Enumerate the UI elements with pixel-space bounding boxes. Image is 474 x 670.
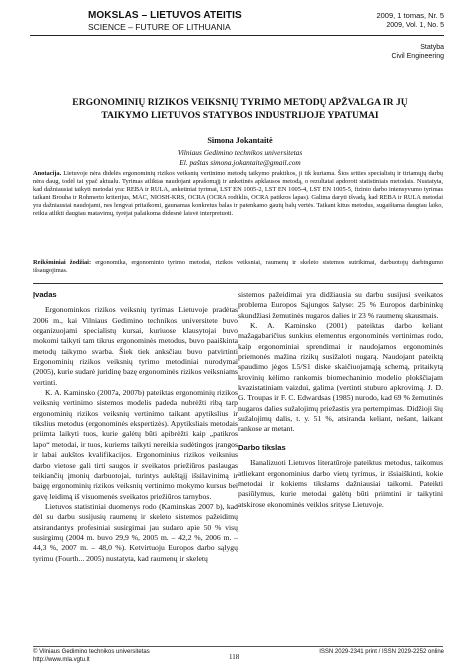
author-email: El. paštas simona.jokantaite@gmail.com: [179, 158, 301, 167]
footer-url[interactable]: http://www.mla.vgtu.lt: [33, 657, 90, 663]
header-rule: [30, 35, 444, 36]
footer-publisher: © Vilniaus Gedimino technikos universitetas: [33, 649, 150, 655]
abstract-rule: [33, 283, 443, 284]
right-column: [238, 290, 443, 510]
volume-en: 2009, Vol. 1, No. 5: [386, 22, 444, 29]
left-column: [33, 290, 238, 564]
journal-title-lt: MOKSLAS – LIETUVOS ATEITIS: [88, 10, 242, 21]
article-title: [40, 96, 440, 122]
intro-heading: Įvadas: [33, 290, 57, 299]
author-name: Simona Jokantaitė: [207, 136, 273, 145]
abstract-text: Lietuvoje nėra didelės ergonominių rizikos veiksnių vertinimo metodų taikymo praktikos, ji tik kuriama. Šios srities specialistų ir tiriamųjų darbų nėra daug, todėl tai ypač aktualu. Tyrimas atliktas naudojant aprašomąjį ir anketinės apklausos metodą, o rezultatai apdoroti statistiniais metodais. Nustatyta, kad dažniausiai taikyti metodai yra: REBA ir RULA, anketiniai tyrimai, LST EN 1005-2, LST EN 1005-4, LST EN 1005-5, fizinio darbo intensyvumo tyrimas taikant Brouha ir Rohmerto kriterijus, MAC, NIOSH-KRS, OCRA (OCRA rodiklis, OCRA patikros lapas). Galima daryti išvadą, kad REBA ir RULA metodai yra dažniausiai naudojami, nes lengvai pritaikomi, gaunamas konkretus balas ir patenkamo gautų balų vertės. Taikant kitus metodus, sugaištama daugiau laiko, reikia atlikti daugiau matavimų, tyrėjai palaikoma didesnė laisvė interpretuoti.: [33, 170, 443, 218]
abstract: [33, 170, 443, 219]
abstract-label: Anotacija.: [33, 170, 62, 177]
intro-paragraph-1: Ergonominkos rizikos veiksnių tyrimas Lietuvoje pradėtas 2006 m., kai Vilniaus Gedimino technikos universitete buvo organizuojami specialistų kursai, kuriuose klausytojai buvo mokomi taikyti tam tikrus ergonominės metodus, buvo paaiškinta metodų taikymo svarba. Šiek tiek anksčiau buvo patvirtinti Ergonominių rizikos veiksnių tyrimo metodiniai nurodymai (2005), kurie sudarė juridinę bazę ergonominės rizikos veiksniams vertinti.: [33, 305, 238, 387]
affiliation-name: Vilniaus Gedimino technikos universitetas: [177, 148, 303, 157]
section-lt: Statyba: [420, 44, 444, 51]
journal-title-en: SCIENCE – FUTURE OF LITHUANIA: [88, 22, 231, 32]
right-paragraph-2: K. A. Kaminsko (2001) pateiktas darbo keliant mažagabaričius sunkius elementus ergonominės vertinimas rodo, kaip ergonominiai sprendimai ir naudojamos ergonominės priemonės mažina rizikų susižaloti nugarą. Naudojant pateiktą spaudimo jėgos L5/S1 diske skaičiuojamąją schemą, pritaikytą krovinių kėlimo rankomis biomechaninio modelio plokščiajam kvazistatiniam vaizdui, galima (vertinti stuburo apkrovimą. J. D. G. Troupas ir F. C. Edwardsas (1985) nurodo, kad 69 % žemutinės nugaros dalies sužalojimų priežastis yra pertempimas. Didžioji šių sužalojimų dalis, t. y. 51 %, atsiranda keliant, nešant, laikant rankose ar metant.: [238, 321, 443, 434]
section-en: Civil Engineering: [391, 53, 444, 60]
page-number: 118: [229, 653, 240, 661]
keywords-label: Reikšminiai žodžiai:: [33, 259, 92, 266]
footer-issn: ISSN 2029-2341 print / ISSN 2029-2252 online: [319, 649, 444, 655]
goal-heading: Darbo tikslas: [238, 442, 286, 452]
keywords-text: ergonomika, ergonominio tyrimo metodai, rizikos veiksniai, raumenų ir skeleto sistemos sutrikimai, darbuotojų darbingumo išsaugojimas.: [33, 259, 443, 275]
footer-rule: [33, 646, 443, 647]
right-paragraph-1: sistemos pažeidimai yra didžiausia su darbu susijusi sveikatos problema Europos Sąjungos šalyse: 25 % Europos darbininkų skundžiasi žemutinės nugaros dalies ir 23 % raumenų skausmais.: [238, 290, 443, 320]
title-line-2: TAIKYMO LIETUVOS STATYBOS INDUSTRIJOJE YPATUMAI: [101, 110, 379, 121]
keywords: [33, 259, 443, 275]
title-line-1: ERGONOMINIŲ RIZIKOS VEIKSNIŲ TYRIMO METODŲ APŽVALGA IR JŲ: [72, 97, 408, 108]
intro-paragraph-3: Lietuvos statistiniai duomenys rodo (Kaminskas 2007 b), kad dėl su darbu susijusių raumenų ir skeleto sistemos pažeidimų atsirandantys profesiniai susirgimai jau sudaro apie 50 % visų susirgimų (2004 m. buvo 29,9 %, 2005 m. – 42,2 %, 2006 m. – 44,3 %, 2007 m. – 48,0 %). Ketvirtuoju Europos darbo sąlygų tyrimu (Fourth... 2005) nustatyta, kad raumenų ir skeletų: [33, 501, 238, 563]
volume-lt: 2009, 1 tomas, Nr. 5: [376, 11, 444, 20]
intro-paragraph-2: K. A. Kaminsko (2007a, 2007b) pateiktas ergonominių rizikos veiksnių vertinimo sistemos modelis padeda nubrėžti ribą tarp ergonominių rizikos veiksnių vertinimo taikant apytikslius ir tikslius metodus (ergonominės ekspertizės). Apytiksliais metodais priimta laikyti tuos, kurie galėtų būti apibrėžti kaip „patikros lapo“ metodai, ir tuos, kuriems taikyti nereikia sudėtingos įrangos ir labai aukštos kvalifikacijos. Ergonominius rizikos veiksnius darbo vietose gali tirti saugos ir sveikatos priežiūros paslaugas teikiančių įmonių darbuotojai, turintys aukštąjį išsilavinimą ir baigę ergonominių rizikos veiksnių vertinimo mokymo kursus bei gavę leidimą iš visuomenės sveikatos priežiūros tarnybos.: [33, 388, 238, 501]
goal-paragraph: Išanalizuoti Lietuvos literatūroje pateiktus metodus, taikomus atliekant ergonominius darbo vietų tyrimus, ir išsiaiškinti, kokie metodai ir kokiems tikslams dažniausiai taikomi. Pateikti pasiūlymus, kurie metodai galėtų būti priimtini ir taikytini atskirose ekonominės veiklos srityse Lietuvoje.: [238, 458, 443, 509]
spacer: [238, 435, 443, 443]
affiliation: [40, 148, 440, 168]
